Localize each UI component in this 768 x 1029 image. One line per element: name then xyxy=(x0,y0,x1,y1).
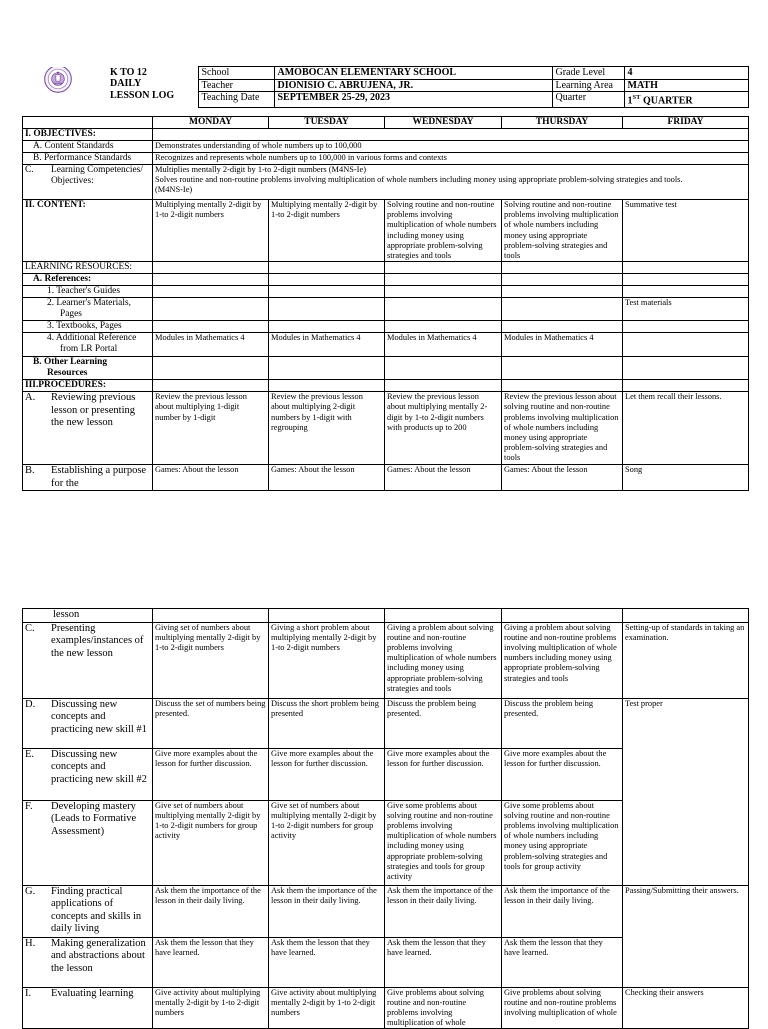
procedure-i-friday: Checking their answers xyxy=(623,987,749,1029)
procedure-b-monday: Games: About the lesson xyxy=(153,465,269,491)
lesson-log-table-page1 xyxy=(22,116,749,491)
procedure-f-monday: Give set of numbers about multiplying mentally 2-digit by 1-to 2-digit numbers for group activity xyxy=(153,800,269,885)
procedure-f-wednesday: Give some problems about solving routine and non-routine problems involving multiplication of whole numbers including money using appropriate problem-solving strategies and tools for group activity xyxy=(385,800,502,885)
procedure-e-monday: Give more examples about the lesson for further discussion. xyxy=(153,748,269,800)
procedure-a-label: A. Reviewing previous lesson or presenting the new lesson xyxy=(23,392,153,465)
references-heading: A. References: xyxy=(23,274,153,286)
teaching-date-value: SEPTEMBER 25-29, 2023 xyxy=(274,92,552,108)
procedure-a-wednesday: Review the previous lesson about multiplying mentally 2-digit by 1-to 2-digit numbers with products up to 200 xyxy=(385,392,502,465)
deped-seal-cell xyxy=(22,67,110,108)
corner-cell xyxy=(23,117,153,129)
procedure-d-monday: Discuss the set of numbers being presented. xyxy=(153,698,269,748)
day-header-thursday: THURSDAY xyxy=(502,117,623,129)
procedure-a-friday: Let them recall their lessons. xyxy=(623,392,749,465)
procedure-d-friday: Test proper xyxy=(623,698,749,885)
deped-seal-icon xyxy=(44,67,72,93)
learning-area-label: Learning Area xyxy=(552,79,624,92)
procedure-i-thursday: Give problems about solving routine and non-routine problems involving multiplication of whole xyxy=(502,987,623,1029)
teaching-date-label: Teaching Date xyxy=(198,92,274,108)
procedure-c-label: C. Presenting examples/instances of the new lesson xyxy=(23,622,153,698)
content-wednesday: Solving routine and non-routine problems involving multiplication of whole numbers including money using appropriate problem-solving strategies and tools xyxy=(385,200,502,262)
teacher-label: Teacher xyxy=(198,79,274,92)
procedure-a-monday: Review the previous lesson about multiplying 1-digit number by 1-digit xyxy=(153,392,269,465)
procedure-e-wednesday: Give more examples about the lesson for further discussion. xyxy=(385,748,502,800)
school-label: School xyxy=(198,67,274,80)
content-friday: Summative test xyxy=(623,200,749,262)
learners-materials-friday: Test materials xyxy=(623,298,749,321)
other-resources-label: B. Other Learning Resources xyxy=(23,357,153,380)
procedure-a-tuesday: Review the previous lesson about multiplying 2-digit numbers by 1-digit with regrouping xyxy=(269,392,385,465)
procedure-g-wednesday: Ask them the importance of the lesson in their daily living. xyxy=(385,885,502,937)
day-header-tuesday: TUESDAY xyxy=(269,117,385,129)
content-monday: Multiplying mentally 2-digit by 1-to 2-digit numbers xyxy=(153,200,269,262)
learning-area-value: MATH xyxy=(624,79,748,92)
procedure-h-label: H. Making generalization and abstractions about the lesson xyxy=(23,937,153,987)
procedure-g-friday: Passing/Submitting their answers. xyxy=(623,885,749,987)
content-thursday: Solving routine and non-routine problems involving multiplication of whole numbers including money using appropriate problem-solving strategies and tools xyxy=(502,200,623,262)
procedure-c-tuesday: Giving a short problem about multiplying mentally 2-digit by 1-to 2-digit numbers xyxy=(269,622,385,698)
procedure-a-thursday: Review the previous lesson about solving routine and non-routine problems involving multiplication of whole numbers including money using appropriate problem-solving strategies and tools xyxy=(502,392,623,465)
procedure-c-wednesday: Giving a problem about solving routine and non-routine problems involving multiplication of whole numbers including money using appropriate problem-solving strategies and tools xyxy=(385,622,502,698)
day-header-wednesday: WEDNESDAY xyxy=(385,117,502,129)
additional-reference-wednesday: Modules in Mathematics 4 xyxy=(385,333,502,357)
learners-materials-label: 2. Learner's Materials, Pages xyxy=(23,298,153,321)
procedure-d-label: D. Discussing new concepts and practicing new skill #1 xyxy=(23,698,153,748)
procedure-i-monday: Give activity about multiplying mentally 2-digit by 1-to 2-digit numbers xyxy=(153,987,269,1029)
grade-level-value: 4 xyxy=(624,67,748,80)
procedure-e-tuesday: Give more examples about the lesson for further discussion. xyxy=(269,748,385,800)
procedure-h-thursday: Ask them the lesson that they have learned. xyxy=(502,937,623,987)
competencies-label: C. Learning Competencies/ Objectives: xyxy=(23,165,153,200)
procedure-d-tuesday: Discuss the short problem being presented xyxy=(269,698,385,748)
procedure-b-wednesday: Games: About the lesson xyxy=(385,465,502,491)
procedure-f-tuesday: Give set of numbers about multiplying mentally 2-digit by 1-to 2-digit numbers for group activity xyxy=(269,800,385,885)
procedure-b-tuesday: Games: About the lesson xyxy=(269,465,385,491)
procedure-c-monday: Giving set of numbers about multiplying mentally 2-digit by 1-to 2-digit numbers xyxy=(153,622,269,698)
quarter-label: Quarter xyxy=(552,92,624,108)
procedure-h-wednesday: Ask them the lesson that they have learned. xyxy=(385,937,502,987)
procedure-f-label: F. Developing mastery (Leads to Formative Assessment) xyxy=(23,800,153,885)
content-standards-value: Demonstrates understanding of whole numbers up to 100,000 xyxy=(153,141,749,153)
textbooks-label: 3. Textbooks, Pages xyxy=(23,321,153,333)
procedure-g-tuesday: Ask them the importance of the lesson in their daily living. xyxy=(269,885,385,937)
procedure-i-wednesday: Give problems about solving routine and non-routine problems involving multiplication of whole xyxy=(385,987,502,1029)
procedure-b-thursday: Games: About the lesson xyxy=(502,465,623,491)
additional-reference-tuesday: Modules in Mathematics 4 xyxy=(269,333,385,357)
objectives-blank xyxy=(153,129,749,141)
procedure-b-label: B. Establishing a purpose for the xyxy=(23,465,153,491)
procedure-f-thursday: Give some problems about solving routine and non-routine problems involving multiplication of whole numbers including money using appropriate problem-solving strategies and tools for group activity xyxy=(502,800,623,885)
procedure-g-monday: Ask them the importance of the lesson in their daily living. xyxy=(153,885,269,937)
additional-reference-friday xyxy=(623,333,749,357)
content-heading: II. CONTENT: xyxy=(23,200,153,262)
procedure-i-tuesday: Give activity about multiplying mentally 2-digit by 1-to 2-digit numbers xyxy=(269,987,385,1029)
performance-standards-label: B. Performance Standards xyxy=(23,153,153,165)
procedure-c-friday: Setting-up of standards in taking an examination. xyxy=(623,622,749,698)
performance-standards-value: Recognizes and represents whole numbers up to 100,000 in various forms and contexts xyxy=(153,153,749,165)
procedure-e-label: E. Discussing new concepts and practicing new skill #2 xyxy=(23,748,153,800)
day-header-friday: FRIDAY xyxy=(623,117,749,129)
procedure-h-monday: Ask them the lesson that they have learned. xyxy=(153,937,269,987)
learning-resources-heading: LEARNING RESOURCES: xyxy=(23,262,153,274)
procedure-i-label: I. Evaluating learning xyxy=(23,987,153,1029)
procedures-heading: III.PROCEDURES: xyxy=(23,380,153,392)
procedure-g-thursday: Ask them the importance of the lesson in their daily living. xyxy=(502,885,623,937)
procedure-d-thursday: Discuss the problem being presented. xyxy=(502,698,623,748)
procedure-b-label-continued: lesson xyxy=(23,609,153,623)
grade-level-label: Grade Level xyxy=(552,67,624,80)
procedure-b-friday: Song xyxy=(623,465,749,491)
content-tuesday: Multiplying mentally 2-digit by 1-to 2-digit numbers xyxy=(269,200,385,262)
school-value: AMOBOCAN ELEMENTARY SCHOOL xyxy=(274,67,552,80)
objectives-heading: I. OBJECTIVES: xyxy=(23,129,153,141)
content-standards-label: A. Content Standards xyxy=(23,141,153,153)
header-table xyxy=(22,66,749,108)
procedure-d-wednesday: Discuss the problem being presented. xyxy=(385,698,502,748)
procedure-h-tuesday: Ask them the lesson that they have learned. xyxy=(269,937,385,987)
day-header-monday: MONDAY xyxy=(153,117,269,129)
additional-reference-thursday: Modules in Mathematics 4 xyxy=(502,333,623,357)
teacher-value: DIONISIO C. ABRUJENA, JR. xyxy=(274,79,552,92)
procedure-c-thursday: Giving a problem about solving routine and non-routine problems involving multiplication of whole numbers including money using appropriate problem-solving strategies and tools xyxy=(502,622,623,698)
teachers-guides-label: 1. Teacher's Guides xyxy=(23,286,153,298)
additional-reference-monday: Modules in Mathematics 4 xyxy=(153,333,269,357)
additional-reference-label: 4. Additional Reference from LR Portal xyxy=(23,333,153,357)
procedure-e-thursday: Give more examples about the lesson for further discussion. xyxy=(502,748,623,800)
lesson-log-table-page2 xyxy=(22,608,749,1029)
quarter-value: 1ST QUARTER xyxy=(624,92,748,108)
procedure-g-label: G. Finding practical applications of concepts and skills in daily living xyxy=(23,885,153,937)
competencies-value: Multiplies mentally 2-digit by 1-to 2-digit numbers (M4NS-Ie) Solves routine and non-routine problems involving multiplication of whole numbers including money using appropriate problem-solving strategies and tools. (M4NS-Ie) xyxy=(153,165,749,200)
dll-title: K TO 12 DAILY LESSON LOG xyxy=(110,66,175,101)
